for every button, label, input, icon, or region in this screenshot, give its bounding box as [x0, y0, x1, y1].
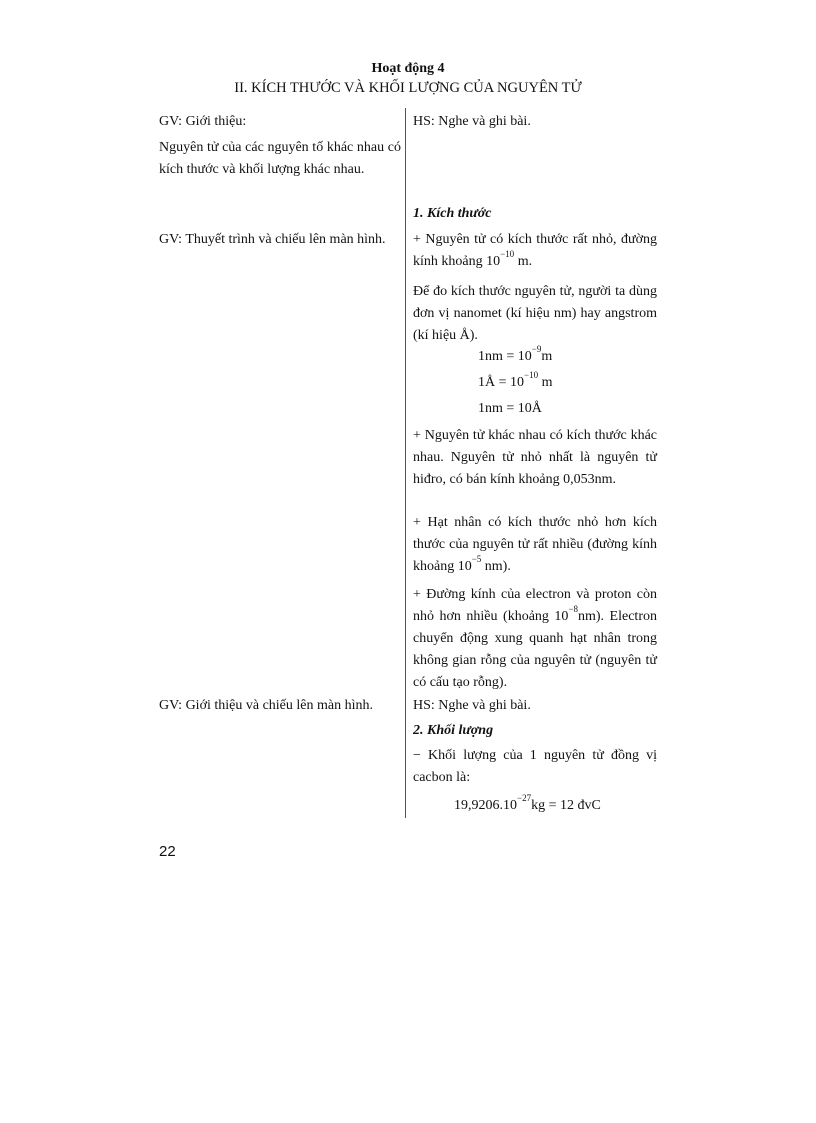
size-heading: 1. Kích thước	[413, 206, 492, 221]
left-gv-intro: GV: Giới thiệu:	[159, 114, 247, 129]
size-paragraph-1: + Nguyên tử có kích thước rất nhỏ, đường kính khoảng $10^{-10}$ m.	[413, 232, 657, 269]
right-hs-note-2: HS: Nghe và ghi bài.	[413, 698, 531, 713]
equation-nm-angstrom: 1nm = 10Å	[478, 401, 542, 416]
size-paragraph-4: + Hạt nhân có kích thước nhỏ hơn kích thước của nguyên tử rất nhiều (đường kính khoảng $10^{-5}$ nm).	[413, 515, 657, 574]
size-paragraph-2: Để đo kích thước nguyên tử, người ta dùng đơn vị nanomet (kí hiệu nm) hay angstrom (kí hiệu Å).	[413, 284, 657, 343]
activity-title: Hoạt động 4	[371, 61, 445, 76]
section-title: II. KÍCH THƯỚC VÀ KHỐI LƯỢNG CỦA NGUYÊN TỬ	[234, 80, 582, 96]
mass-heading: 2. Khối lượng	[413, 723, 494, 738]
size-paragraph-5: + Đường kính của electron và proton còn nhỏ hơn nhiều (khoảng $10^{-8}nm$). Electron chuyển động xung quanh hạt nhân trong không gian rỗng của nguyên tử (nguyên tử có cấu tạo rỗng).	[413, 587, 657, 690]
size-paragraph-3: + Nguyên tử khác nhau có kích thước khác nhau. Nguyên tử nhỏ nhất là nguyên tử hiđro, có bán kính khoảng 0,053nm.	[413, 428, 657, 487]
right-hs-note-1: HS: Nghe và ghi bài.	[413, 114, 531, 129]
left-gv-present: GV: Thuyết trình và chiếu lên màn hình.	[159, 232, 386, 247]
left-gv-intro-screen: GV: Giới thiệu và chiếu lên màn hình.	[159, 698, 373, 713]
column-divider	[405, 108, 406, 818]
page-number: 22	[159, 843, 176, 860]
mass-equation: $19,9206.10^{-27}kg = 12$ đvC	[454, 793, 601, 813]
mass-paragraph-1: − Khối lượng của 1 nguyên tử đồng vị cacbon là:	[413, 748, 657, 785]
equation-nm: $1nm = 10^{-9}m$	[478, 344, 553, 364]
left-intro-text: Nguyên tử của các nguyên tố khác nhau có kích thước và khối lượng khác nhau.	[159, 140, 401, 177]
equation-angstrom: 1Å = $10^{-10}$ m	[478, 370, 553, 390]
